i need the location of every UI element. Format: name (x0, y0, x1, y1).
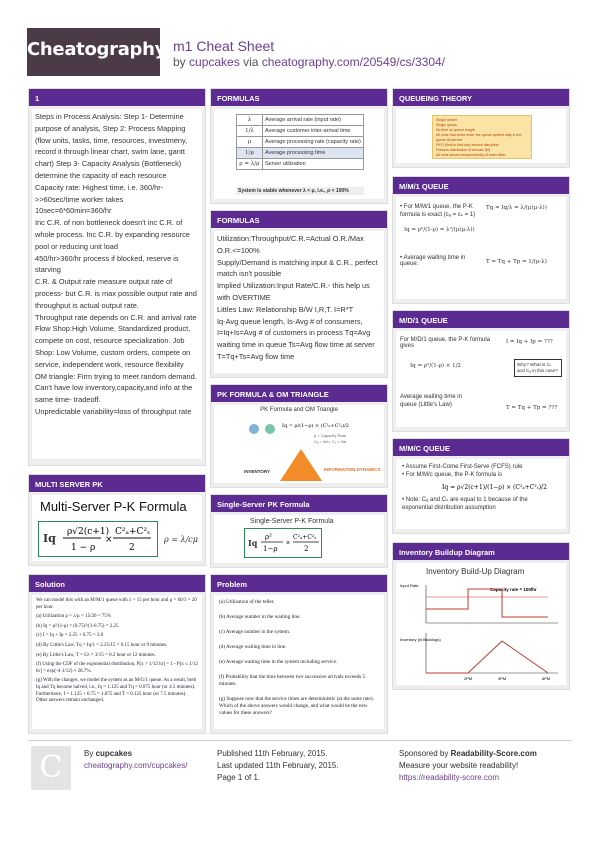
single-formula-svg (259, 529, 323, 557)
svg-text:×: × (286, 540, 291, 547)
sponsor-line: Measure your website readability! (399, 761, 519, 770)
svg-text:2: 2 (129, 543, 135, 553)
p1-line: Flow Shop:High Volume, Standardized product, compete on cost, resource specialization. Job Shop: Low Volume, custom orders, compete on service, independent work, resource flexibility (35, 324, 191, 369)
queueing-title: QUEUEING THEORY (393, 89, 569, 106)
p1-line: 450/hr>360/hr process if blocked, reserve is starving (35, 253, 179, 275)
formula-desc: Average arrival rate (input rate) (263, 115, 364, 126)
single-lq: Iq (248, 538, 258, 548)
inventory-figure (396, 563, 566, 685)
formula-sym: 1/μ (237, 148, 263, 159)
problem-line: (f) Probability that the time between two successive arrivals exceeds 5 minutes. (219, 674, 366, 687)
mm1-title: M/M/1 QUEUE (393, 177, 569, 194)
formula-desc: Average processing rate (capacity rate) (263, 137, 364, 148)
md1-note: Why? What is Cₛ and Cₐ in this case? (514, 359, 562, 377)
formula-sym: λ (237, 115, 263, 126)
mm1-bullet-2: • Average waiting time in queue: (400, 255, 466, 267)
md1-figure (396, 331, 566, 427)
single-formula-box (244, 528, 322, 558)
mmc-bullet-text: For M/M/c queue, the P-K formula is (405, 472, 503, 478)
by-label: by (173, 55, 186, 69)
formula-row (237, 126, 364, 137)
p1-line: Steps in Process Analysis: Step 1- Determine purpose of analysis, Step 2: Process Mapping (flow units, tasks, time, resources, investmeny, record it through linear chart, swim lane, gantt chart) Step 3- Capacity Analysis (Bottleneck) determine the capacity of each resource (35, 112, 188, 180)
via-label: via (243, 55, 259, 69)
mmc-figure (396, 459, 566, 529)
svg-text:ρ²: ρ² (265, 533, 272, 541)
sponsor-name[interactable]: Readability-Score.com (450, 749, 537, 758)
md1-title: M/D/1 QUEUE (393, 311, 569, 328)
multi-rho: ρ = λ/cμ (164, 535, 198, 544)
f2-line: Implied Utilization:Input Rate/C.R.- this help us with OVERTIME (217, 281, 370, 302)
queueing-box (432, 115, 532, 159)
p1-line: >>60sec/time worker takes (35, 194, 124, 204)
pk-title: PK FORMULA & OM TRIANGLE (211, 385, 387, 402)
multi-figure (32, 495, 202, 561)
formula-sym: 1/λ (237, 126, 263, 137)
p1-line: 10sec=6*60min=360/hr (35, 206, 112, 216)
footer-author-link[interactable]: cupcakes (95, 749, 133, 758)
f2-line: Supply/Demand is matching input & C.R., perfect match isn't possible (217, 257, 378, 279)
svg-text:×: × (105, 535, 113, 545)
mmc-bullet: • Assume First-Come First-Serve (FCFS) rule (402, 464, 523, 470)
p1-line: OM triangle: Firm trying to meet random demand. Can't have low inventory,capacity,and info at the same time- tradeoff. (35, 371, 197, 405)
svg-text:Cₐ = Info, Cₛ = Var: Cₐ = Info, Cₛ = Var (314, 439, 347, 444)
mm1-b2: Average waiting time in queue: (400, 255, 466, 267)
mm1-bullet-1: • For M/M/1 queue, the P-K formula is exact (cₐ = cₛ = 1) (400, 204, 476, 218)
byline (173, 55, 445, 69)
footer-page: Page 1 of 1. (217, 773, 261, 782)
logo-text: Cheatography (27, 39, 167, 60)
svg-text:C²ₐ+C²ₛ: C²ₐ+C²ₛ (293, 534, 317, 541)
formula-desc: Average processing time (263, 148, 364, 159)
p1-line: C.R. & Output rate measure output rate of process- but C.R. is max possible output rate and throughput is actual output rate. (35, 277, 197, 310)
inventory-title: Inventory Buildup Diagram (393, 543, 569, 560)
f2-line: Littles Law: Relationship B/W I,R,T. I=R*T (217, 304, 354, 314)
footer-author-url[interactable]: cheatography.com/cupcakes/ (84, 761, 188, 770)
formulas1-table (236, 114, 364, 170)
cheatography-c-logo: C (31, 746, 71, 790)
inventory-fig-title: Inventory Build-Up Diagram (426, 567, 525, 576)
single-title: Single-Server PK Formula (211, 495, 387, 512)
formulas1-title: FORMULAS (211, 89, 387, 106)
footer-dates (217, 748, 339, 784)
p1-line: Capacity rate: Highest time, i.e. 360/hr- (35, 182, 164, 192)
formulas1-figure (214, 109, 384, 199)
queueing-line: FIFO (first-in first-out) service discipline (436, 143, 499, 147)
panel-queueing-theory (392, 88, 570, 168)
multi-formula-title: Multi-Server P-K Formula (40, 499, 187, 514)
queueing-line: Single queue (436, 123, 457, 127)
formula-sym: ρ = λ/μ (237, 159, 263, 170)
footer-published: Published 11th February, 2015. (217, 749, 328, 758)
svg-text:1−ρ: 1−ρ (263, 545, 278, 553)
sponsor-prefix: Sponsored by (399, 749, 449, 758)
md1-b1: For M/D/1 queue, the P-K formula gives (400, 337, 491, 349)
multi-formula-box (38, 521, 158, 557)
f2-line: Iq-Avg queue length, Is-Avg # of consumers, I=Iq+Is=Avg # of customers in process Tq=Avg waiting time in queue Ts=Avg flow time at server T=Tq+Ts=Avg flow time (217, 316, 375, 361)
problem-line: (d) Average waiting time in line. (219, 644, 287, 650)
solution-line: (g) With the changes, we model the system as an M/G/1 queue. As a result, both Iq and Tq become halved, i.e., Iq = 1.125 and Tq = 0.075 hour (or 4.5 minutes). Furthermore, I = 1.125 + 0.75 = 1.875 and T = 0.125 hour (or 7.5 minutes). Other answers remain unchanged. (36, 678, 197, 704)
footer-author (84, 748, 187, 772)
md1-eq2: Iq = ρ²/(1-ρ) × 1/2 (410, 363, 461, 369)
formulas2-title: FORMULAS (211, 211, 387, 228)
mmc-bullet-text: Assume First-Come First-Serve (FCFS) rule (405, 464, 523, 470)
inventory-svg (398, 579, 568, 683)
sheet-url-link[interactable]: cheatography.com/20549/cs/3304/ (261, 55, 445, 69)
solution-line: We can model this with an M/M/1 queue with λ = 15 per hour and μ = 60/3 = 20 per hour. (36, 598, 197, 610)
formulas2-body (214, 231, 384, 373)
problem-line: (a) Utilization of the teller. (219, 599, 275, 605)
sheet-title: m1 Cheat Sheet (173, 38, 275, 54)
f2-line: Utilization:Throughput/C.R.=Actual O.R./Max O.R.<=100% (217, 234, 364, 255)
pk-figure (214, 405, 384, 483)
problem-body (214, 595, 384, 729)
pk-om-svg (216, 415, 386, 483)
p1-line: Inc C.R. of non bottleneck doesn't inc C.R. of whole process. Inc C.R. by expanding resource pool or reducing unit load (35, 218, 190, 251)
p1-line: Throughput rate depends on C.R. and arrival rate (35, 312, 197, 322)
pk-info-label: INFORMATION DYNAMICS (324, 467, 381, 472)
svg-text:ρ = Capacity Rate: ρ = Capacity Rate (314, 433, 346, 438)
mm1-b1: For M/M/1 queue, the P-K formula is exact (cₐ = cₛ = 1) (400, 204, 476, 218)
multi-lq: Iq (43, 532, 56, 545)
mm1-eq2: Tq = Iq/λ = λ/(μ(μ-λ)) (486, 205, 547, 211)
panel-multi-server (28, 474, 206, 566)
mm1-eq3: T = Tq + Tp = 1/(μ-λ) (486, 259, 547, 265)
formula-row (237, 115, 364, 126)
panel-solution (28, 574, 206, 734)
problem-title: Problem (211, 575, 387, 592)
single-formula-title: Single-Server P-K Formula (250, 518, 334, 525)
queueing-line: All units served independently of each other (436, 153, 506, 157)
footer-by: By (84, 749, 94, 758)
footer-updated: Last updated 11th February, 2015. (217, 761, 339, 770)
solution-title: Solution (29, 575, 205, 592)
pk-inventory-label: INVENTORY (244, 469, 271, 474)
mmc-bullet: • For M/M/c queue, the P-K formula is (402, 472, 503, 478)
md1-eq3: T = Tq + Tp = ??? (506, 405, 558, 411)
solution-line: (c) I = Iq + Ip = 2.25 + 0.75 = 3.0 (36, 633, 104, 639)
single-figure (214, 515, 384, 563)
queueing-line: Single server (436, 118, 457, 122)
inv-capacity-label: Capacity rate = 100/hr (490, 587, 537, 592)
formula-row (237, 159, 364, 170)
mmc-bullet-text: Note: Cₐ and Cₛ are equal to 1 because of the exponential distribution assumption (402, 497, 528, 511)
svg-text:1 − ρ: 1 − ρ (71, 543, 96, 553)
problem-line: (c) Average number in the system. (219, 629, 291, 635)
inv-inventory-label: Inventory (in Backlogs) (400, 637, 441, 642)
inv-t2: 3PM (498, 676, 507, 681)
panel-formulas-2 (210, 210, 388, 378)
inv-t1: 2PM (464, 676, 473, 681)
problem-line: (e) Average waiting time in the system including service. (219, 659, 338, 665)
solution-line: (e) By Little's Law, T = I/λ = 3/15 = 0.2 hour or 12 minutes. (36, 652, 156, 658)
multi-title: MULTI SERVER PK (29, 475, 205, 492)
solution-line: (a) Utilization ρ = λ/μ = 15/20 = 75% (36, 614, 111, 620)
mmc-title: M/M/C QUEUE (393, 439, 569, 456)
mm1-figure (396, 197, 566, 299)
mmc-formula-svg (442, 479, 547, 493)
sponsor-url[interactable]: https://readability-score.com (399, 773, 500, 782)
problem-line: (g) Suppose now that the service times are deterministic (at the same rate). Which of the above answers would change, and what would be the new values for these answers? (219, 696, 374, 716)
panel-md1 (392, 310, 570, 432)
solution-line: (d) By Little's Law, Tq = Iq/λ = 2.25/15 = 0.15 hour or 9 minutes. (36, 642, 168, 648)
svg-text:2: 2 (304, 545, 309, 553)
formula-desc: Server utilization (263, 159, 364, 170)
mm1-eq1: Iq = ρ²/(1-ρ) = λ²/(μ(μ-λ)) (404, 227, 475, 233)
panel-single-server (210, 494, 388, 568)
panel-mm1 (392, 176, 570, 304)
mmc-bullet: • Note: Cₐ and Cₛ are equal to 1 because of the exponential distribution assumption (402, 497, 528, 511)
queueing-line: Poisson distribution of arrivals (M) (436, 148, 491, 152)
panel-pk-om (210, 384, 388, 488)
panel-mmc (392, 438, 570, 534)
solution-body (32, 595, 202, 729)
svg-text:Iq = ρ/(1−ρ) × (C²ₐ+C²ₛ)/2: Iq = ρ/(1−ρ) × (C²ₐ+C²ₛ)/2 (282, 423, 349, 429)
p1-line: Unpredictable variability=loss of throughput rate (35, 406, 192, 416)
svg-text:ρ√2(c+1): ρ√2(c+1) (67, 527, 110, 537)
panel-inventory-buildup (392, 542, 570, 690)
queueing-figure (396, 109, 566, 163)
solution-line: (f) Using the CDF of the exponential distribution, P[x > 1/12 hr] = 1 - P[x ≤ 1/12 hr] = exp(-4·1/12) ≈ 28.7%. (36, 662, 198, 674)
multi-formula-svg (57, 522, 157, 556)
inv-t3: 6PM (542, 676, 551, 681)
formula-row (237, 137, 364, 148)
panel-1-body (32, 109, 202, 459)
queueing-line: No limit on queue length (436, 128, 475, 132)
author-link[interactable]: cupcakes (189, 55, 240, 69)
footer-divider (28, 740, 572, 741)
panel-formulas-1 (210, 88, 388, 204)
pk-fig-title: PK Formula and OM Triangle (260, 407, 338, 413)
stable-note: System is stable whenever λ < μ, i.e., ρ < 100% (236, 187, 364, 195)
formula-sym: μ (237, 137, 263, 148)
cheatography-logo[interactable] (27, 28, 167, 76)
panel-problem (210, 574, 388, 734)
formula-desc: Average customer inter-arrival time (263, 126, 364, 137)
md1-b2: Average waiting time in queue (Little's Law) (400, 394, 462, 408)
inv-input-label: Input Rate (400, 583, 419, 588)
queueing-line: All units that arrive enter the queue system stay in the queue till served (436, 133, 522, 142)
svg-text:Iq = ρ√2(c+1)/(1−ρ) × (C²ₐ+C²ₛ: Iq = ρ√2(c+1)/(1−ρ) × (C²ₐ+C²ₛ)/2 (442, 484, 547, 491)
panel-1 (28, 88, 206, 466)
solution-line: (b) Iq = ρ²/(1-ρ) = (0.75)²/(1-0.75) = 2.25 (36, 623, 119, 629)
svg-text:C²ₐ+C²ₛ: C²ₐ+C²ₛ (115, 527, 151, 537)
panel-1-title: 1 (29, 89, 205, 106)
md1-eq1: I = Iq + Ip = ??? (506, 339, 553, 345)
footer-sponsor (399, 748, 537, 784)
problem-line: (b) Average number in the waiting line. (219, 614, 301, 620)
formula-row (237, 148, 364, 159)
